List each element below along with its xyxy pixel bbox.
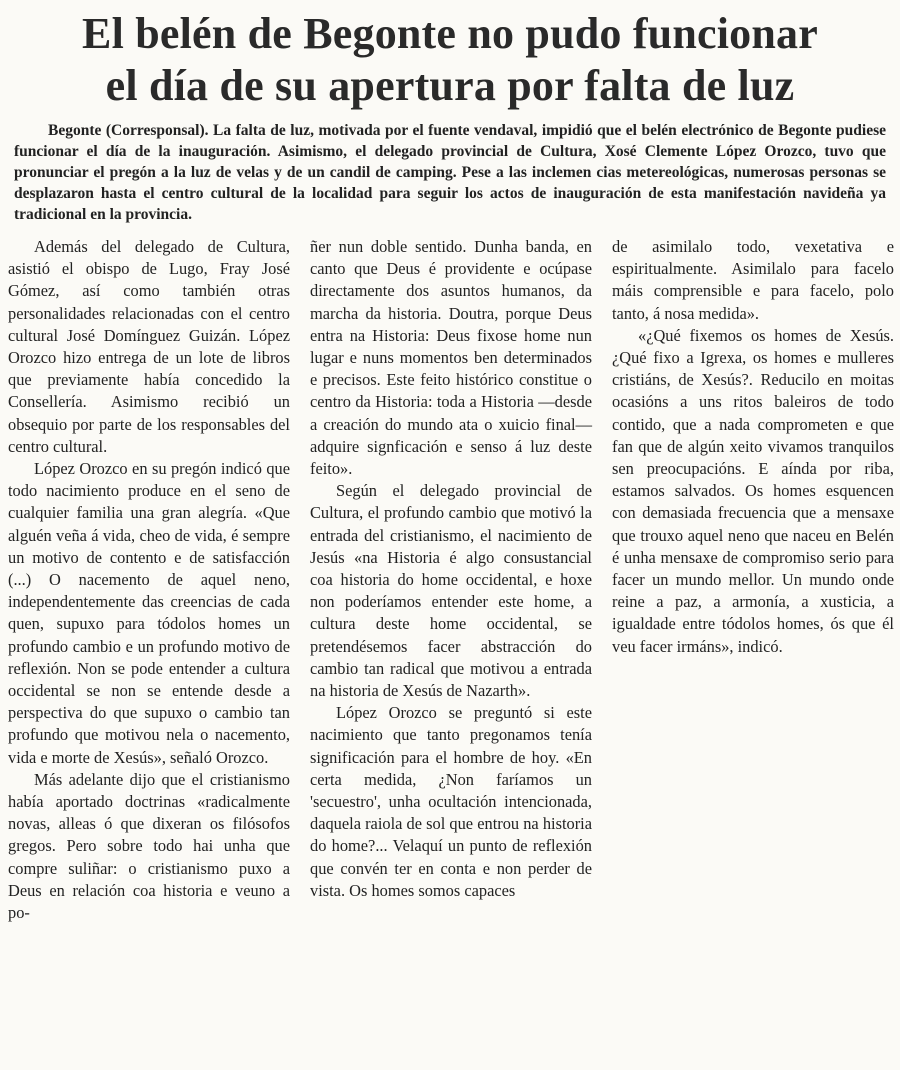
paragraph: Más adelante dijo que el cristianismo había aportado doctrinas «radicalmente novas, alleas ó que dixeran os filósofos gregos. Pero sobre todo hai unha que compre suliñar: o cristianismo puxo a Deus en relación coa historia e veuno a po- [8, 769, 290, 923]
paragraph: Según el delegado provincial de Cultura, el profundo cambio que motivó la entrada del cristianismo, el nacimiento de Jesús «na Historia é algo consustancial coa historia do home occidental, e hoxe non poderíamos entender este home, a cultura deste home occidental, se pretendésemos facer abstracción do cambio tan radical que motivou a entrada na historia de Xesús de Nazarth». [310, 481, 592, 701]
paragraph: López Orozco se preguntó si este nacimiento que tanto pregonamos tenía significación para el hombre de hoy. «En certa medida, ¿Non faríamos un 'secuestro', unha ocultación intencionada, daquela raiola de sol que entrou na historia do home?... Velaquí un punto de reflexión que convén ter en conta e non perder de vista. Os homes somos capaces [310, 703, 592, 900]
paragraph: Además del delegado de Cultura, asistió el obispo de Lugo, Fray José Gómez, así como también otras personalidades relacionadas con el centro cultural José Domínguez Guizán. López Orozco hizo entrega de un lote de libros que previamente había concedido la Consellería. Asimismo recibió un obsequio por parte de los responsables del centro cultural. [8, 237, 290, 456]
article-body [8, 236, 892, 1066]
lead-paragraph: Begonte (Corresponsal). La falta de luz, motivada por el fuente vendaval, impidió que el belén electrónico de Begonte pudiese funcionar el día de la inauguración. Asimismo, el delegado provincial de Cultura, Xosé Clemente López Orozco, tuvo que pronunciar el pregón a la luz de velas y de un candil de camping. Pese a las inclemen cias metereológicas, numerosas personas se desplazaron hasta el centro cultural de la localidad para seguir los actos de inauguración de esta manifestación navideña ya tradicional en la provincia. [14, 122, 886, 223]
headline-line-1: El belén de Begonte no pudo funcionar [82, 9, 818, 58]
headline-line-2: el día de su apertura por falta de luz [105, 61, 795, 110]
column-1 [8, 236, 290, 924]
column-2 [310, 236, 592, 902]
column-3 [612, 236, 894, 658]
paragraph: de asimilalo todo, vexetativa e espiritualmente. Asimilalo para facelo máis comprensible e para facelo, polo tanto, á nosa medida». [612, 237, 894, 323]
paragraph: «¿Qué fixemos os homes de Xesús. ¿Qué fixo a Igrexa, os homes e mulleres cristiáns, de Xesús?. Reducilo en moitas ocasións a uns ritos baleiros de todo contido, que a nada comprometen e que fan que de algún xeito vivamos tranquilos sen preocupacións. E aínda por riba, estamos salvados. Os homes esquencen con demasiada frecuencia que a mensaxe que trouxo aquel neno que naceu en Belén é unha mensaxe de compromiso serio para facer un mundo mellor. Un mundo onde reine a paz, a armonía, a xusticia, a igualdade entre tódolos homes, ós que él veu facer irmáns», indicó. [612, 325, 894, 656]
headline [0, 8, 900, 112]
paragraph: López Orozco en su pregón indicó que todo nacimiento produce en el seno de cualquier familia una gran alegría. «Que alguén veña á vida, cheo de vida, é sempre un motivo de contento e de satisfacción (...) O nacemento de aquel neno, independentemente das creencias de cada quen, supuxo para tódolos homes un profundo cambio e un profundo motivo de reflexión. Non se pode entender a cultura occidental se non se entende desde a perspectiva do que supuxo o cambio tan profundo que motivou nela o nacemento, vida e morte de Xesús», señaló Orozco. [8, 459, 290, 767]
paragraph: ñer nun doble sentido. Dunha banda, en canto que Deus é providente e ocúpase directamente dos asuntos humanos, da marcha da historia. Doutra, porque Deus entra na Historia: Deus fixose home nun lugar e nuns momentos ben determinados e precisos. Este feito histórico constitue o centro da Historia: toda a Historia —desde a creación do mundo ata o xuicio final— adquire signficación e senso á luz deste feito». [310, 237, 592, 479]
